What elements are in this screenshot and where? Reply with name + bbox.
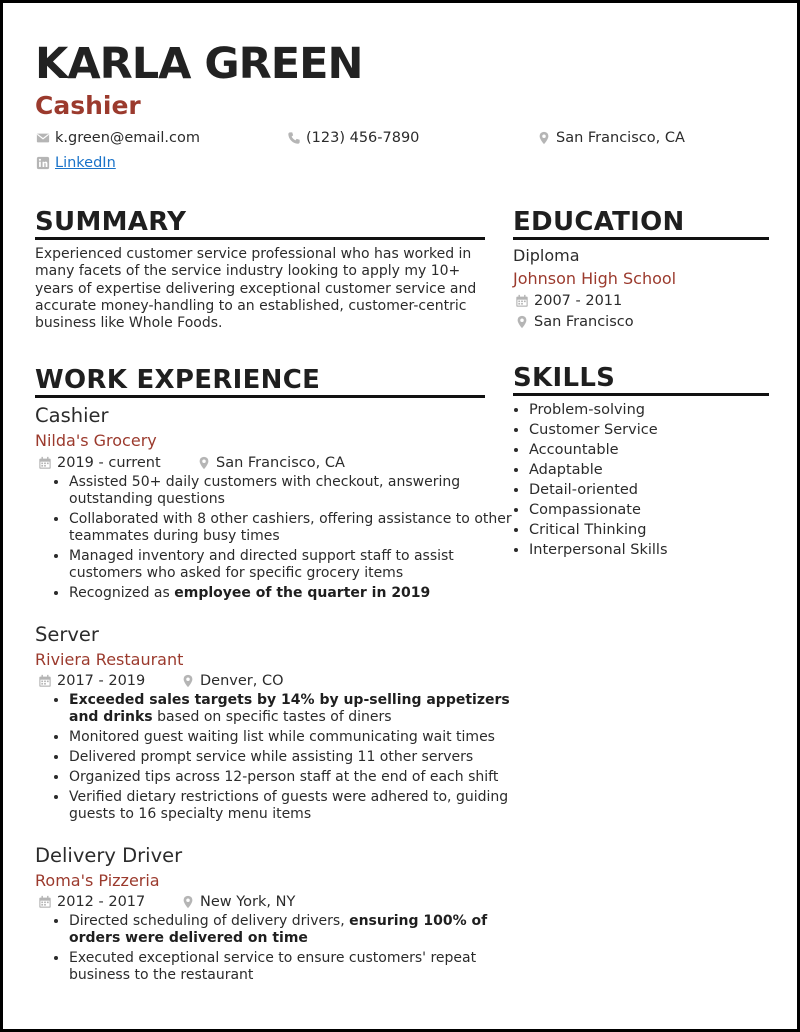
education-heading: EDUCATION <box>513 207 685 237</box>
summary-text: Experienced customer service professional who has worked in many facets of the service industry looking to apply my 10+ years of expertise delivering exceptional customer service and accurate money-handling to an established, customer-centric business like Whole Foods. <box>35 246 477 332</box>
job-title: Server <box>35 623 99 646</box>
education-dates-text: 2007 - 2011 <box>534 293 623 309</box>
job-location <box>197 454 345 472</box>
calendar-icon <box>38 895 52 909</box>
candidate-role: Cashier <box>35 91 141 120</box>
job-dates <box>38 454 161 472</box>
map-pin-icon <box>197 456 211 470</box>
linkedin-link[interactable]: LinkedIn <box>55 155 116 171</box>
skill-item: • Customer Service <box>529 420 668 440</box>
job-company: Riviera Restaurant <box>35 650 184 669</box>
job-bullet: • Delivered prompt service while assisting 11 other servers <box>69 749 523 766</box>
linkedin-icon <box>36 156 50 170</box>
job-meta <box>35 893 296 911</box>
skills-list <box>511 400 668 560</box>
skill-item: • Detail-oriented <box>529 480 668 500</box>
job-bullet: • Verified dietary restrictions of guests were adhered to, guiding guests to 16 specialty menu items <box>69 789 523 823</box>
skills-divider <box>513 393 769 396</box>
job-bullets <box>33 474 523 605</box>
education-location <box>515 313 634 331</box>
contact-linkedin <box>36 154 116 172</box>
job-dates <box>38 893 145 911</box>
location-text: San Francisco, CA <box>556 130 685 146</box>
job-title: Delivery Driver <box>35 844 183 867</box>
job-dates-text: 2012 - 2017 <box>57 894 146 910</box>
skill-item: • Interpersonal Skills <box>529 540 668 560</box>
calendar-icon <box>515 294 529 308</box>
job-title: Cashier <box>35 404 109 427</box>
education-location-text: San Francisco <box>534 314 634 330</box>
education-dates <box>515 292 622 310</box>
job-meta <box>35 454 345 472</box>
job-bullets <box>33 692 523 826</box>
skill-item: • Adaptable <box>529 460 668 480</box>
education-school: Johnson High School <box>513 269 677 288</box>
education-degree: Diploma <box>513 246 580 265</box>
map-pin-icon <box>181 674 195 688</box>
experience-divider <box>35 395 485 398</box>
job-bullet: • Exceeded sales targets by 14% by up-selling appetizers and drinks based on specific tastes of diners <box>69 692 523 726</box>
email-text: k.green@email.com <box>55 130 200 146</box>
job-bullet: • Assisted 50+ daily customers with checkout, answering outstanding questions <box>69 474 523 508</box>
contact-phone <box>287 129 419 147</box>
map-pin-icon <box>515 315 529 329</box>
calendar-icon <box>38 456 52 470</box>
job-bullet: • Executed exceptional service to ensure customers' repeat business to the restaurant <box>69 950 523 984</box>
envelope-icon <box>36 131 50 145</box>
summary-heading: SUMMARY <box>35 207 187 237</box>
experience-heading: WORK EXPERIENCE <box>35 365 321 395</box>
job-location-text: Denver, CO <box>200 673 284 689</box>
job-bullet: • Managed inventory and directed support staff to assist customers who asked for specific grocery items <box>69 548 523 582</box>
job-bullet: • Organized tips across 12-person staff at the end of each shift <box>69 769 523 786</box>
skill-item: • Critical Thinking <box>529 520 668 540</box>
contact-email <box>36 129 200 147</box>
map-pin-icon <box>537 131 551 145</box>
job-location-text: San Francisco, CA <box>216 455 345 471</box>
calendar-icon <box>38 674 52 688</box>
job-company: Nilda's Grocery <box>35 431 157 450</box>
skill-item: • Compassionate <box>529 500 668 520</box>
skill-item: • Accountable <box>529 440 668 460</box>
skill-item: • Problem-solving <box>529 400 668 420</box>
contact-location <box>537 129 685 147</box>
phone-icon <box>287 131 301 145</box>
job-location-text: New York, NY <box>200 894 296 910</box>
map-pin-icon <box>181 895 195 909</box>
candidate-name: KARLA GREEN <box>35 39 363 89</box>
job-dates-text: 2019 - current <box>57 455 161 471</box>
job-bullet: • Directed scheduling of delivery drivers, ensuring 100% of orders were delivered on time <box>69 913 523 947</box>
education-divider <box>513 237 769 240</box>
job-bullet: • Recognized as employee of the quarter in 2019 <box>69 585 523 602</box>
skills-heading: SKILLS <box>513 363 616 393</box>
job-bullets <box>33 913 523 987</box>
summary-divider <box>35 237 485 240</box>
phone-text: (123) 456-7890 <box>306 130 420 146</box>
job-bullet: • Collaborated with 8 other cashiers, offering assistance to other teammates during busy times <box>69 511 523 545</box>
job-bullet: • Monitored guest waiting list while communicating wait times <box>69 729 523 746</box>
job-company: Roma's Pizzeria <box>35 871 160 890</box>
job-dates <box>38 672 145 690</box>
job-meta <box>35 672 284 690</box>
job-location <box>181 672 284 690</box>
job-location <box>181 893 295 911</box>
job-dates-text: 2017 - 2019 <box>57 673 146 689</box>
